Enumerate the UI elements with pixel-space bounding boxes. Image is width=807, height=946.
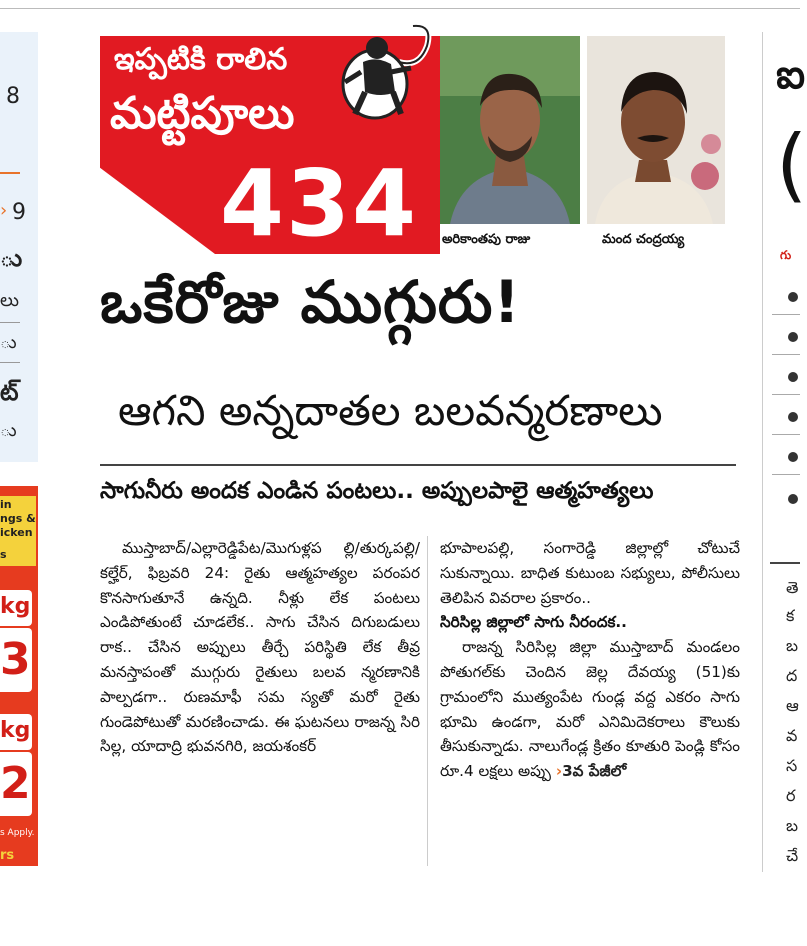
ad-text: icken <box>0 526 33 539</box>
bullet-icon <box>788 332 798 342</box>
right-strip-fragment: వ <box>786 726 798 745</box>
left-strip-fragment: లు <box>0 290 19 311</box>
subheadline: ఆగని అన్నదాతల బలవన్మరణాలు <box>118 386 663 435</box>
headline-rule <box>100 464 736 466</box>
article-paragraph: ముస్తాబాద్/ఎల్లారెడ్డిపేట/మొగుళ్లప ల్లి/తుర్కపల్లి/కల్హేర్, ఫిబ్రవరి 24: రైతు ఆత్మహత్యల పరంపర కొనసాగుతూనే ఉన్నది. నీళ్లు లేక పంటలు ఎండిపోతుంటే చూడలేక.. సాగు చేసిన దిగుబడులు రాక.. చేసిన అప్పులు తీర్చే పరిస్థితి లేక తీవ్ర మనస్తాపంతో ముగ్గురు రైతులు బలవ న్మరణానికి పాల్పడగా.. రుణమాఫీ సమ స్యతో మరో రైతు గుండెపోటుతో మరణించాడు. ఈ ఘటనలు రాజన్న సిరి సిల్ల, యాదాద్రి భువనగిరి, జయశంకర్ <box>100 539 420 756</box>
right-strip-fragment: తె <box>786 578 799 597</box>
death-count: 434 <box>220 150 419 257</box>
article-paragraph <box>440 635 740 784</box>
column-divider <box>427 536 428 866</box>
left-strip-number: 9 <box>12 200 26 225</box>
bullet-icon <box>788 494 798 504</box>
right-strip-fragment: ( <box>776 118 807 211</box>
ad-text: ngs & <box>0 512 36 525</box>
ad-text: rs <box>0 848 15 863</box>
left-strip-rule <box>0 362 20 363</box>
hanging-farmer-icon <box>335 22 441 122</box>
right-strip-label: గు <box>780 248 792 262</box>
ad-text: s <box>0 548 7 561</box>
tag-line-2: మట్టిపూలు <box>110 88 295 139</box>
right-column-divider <box>762 32 763 872</box>
box-notch <box>99 167 219 257</box>
tag-line-1: ఇప్పటికి రాలిన <box>114 42 288 77</box>
right-strip-rule <box>772 434 800 435</box>
ad-unit: kg <box>0 594 31 619</box>
right-strip-fragment: ర <box>786 786 796 805</box>
bullet-icon <box>788 372 798 382</box>
right-strip-rule <box>772 474 800 475</box>
ad-unit: kg <box>0 718 31 743</box>
left-strip-number: 8 <box>6 84 20 109</box>
article-column-2 <box>440 536 740 784</box>
left-strip-fragment: ు <box>0 420 17 441</box>
ad-text: in <box>0 498 12 511</box>
right-strip-fragment: చే <box>786 846 799 865</box>
photo-caption: అరికాంతపు రాజు <box>442 232 531 247</box>
right-strip-rule <box>772 354 800 355</box>
chevron-right-icon: › <box>0 200 8 221</box>
top-rule <box>0 8 800 9</box>
article-paragraph: భూపాలపల్లి, సంగారెడ్డి జిల్లాల్లో చోటుచే సుకున్నాయి. బాధిత కుటుంబ సభ్యులు, పోలీసులు తెలిపిన వివరాల ప్రకారం.. <box>440 539 740 607</box>
article-text: రాజన్న సిరిసిల్ల జిల్లా ముస్తాబాద్ మండలం పోతుగల్‌కు చెందిన జెల్ల దేవయ్య (51)కు గ్రామంలోని ముత్యంపేట గుండ్ల వద్ద ఎకరం సాగు భూమి ఉండగా, మరో ఎనిమిదెకరాలు కౌలుకు తీసుకున్నాడు. నాలుగేండ్ల క్రితం కూతురి పెండ్లి కోసం రూ.4 లక్షలు అప్పు <box>440 638 740 781</box>
right-strip-fragment: క <box>786 606 795 625</box>
right-strip-rule <box>772 314 800 315</box>
photo-caption: మంద చంద్రయ్య <box>602 232 685 247</box>
ad-price: 3 <box>0 634 31 685</box>
ad-price: 2 <box>0 758 31 809</box>
left-strip-rule <box>0 172 20 174</box>
bullet-icon <box>788 412 798 422</box>
headline: ఒకేరోజు ముగ్గురు! <box>100 268 521 336</box>
victim-photo-2 <box>587 36 725 224</box>
bullet-icon <box>788 452 798 462</box>
ad-disclaimer: s Apply. <box>0 828 35 838</box>
article-column-1 <box>100 536 420 759</box>
left-strip-rule <box>0 322 20 323</box>
right-strip-fragment: బ <box>786 636 799 655</box>
victim-photo-1 <box>440 36 580 224</box>
chevron-right-icon: › <box>555 762 563 781</box>
right-strip-fragment: ఆ <box>786 696 799 715</box>
left-advertisement <box>0 486 38 866</box>
right-strip-rule <box>772 394 800 395</box>
right-strip-fragment: స <box>786 756 798 775</box>
left-strip-fragment: ు <box>0 332 17 353</box>
continued-label: 3వ పేజీలో <box>562 762 627 781</box>
left-strip-fragment: ు <box>0 244 23 272</box>
bullet-icon <box>788 292 798 302</box>
article-subheading: సిరిసిల్ల జిల్లాలో సాగు నీరందక.. <box>440 613 627 632</box>
kicker: సాగునీరు అందక ఎండిన పంటలు.. అప్పులపాలై ఆత్మహత్యలు <box>100 478 654 504</box>
left-strip-fragment: ట్ <box>0 378 19 406</box>
right-strip-rule <box>770 562 800 564</box>
right-strip-fragment: బ <box>786 816 799 835</box>
continued-link[interactable] <box>556 762 626 780</box>
right-strip-fragment: ఐ <box>776 52 806 98</box>
right-strip-fragment: ద <box>786 666 798 685</box>
